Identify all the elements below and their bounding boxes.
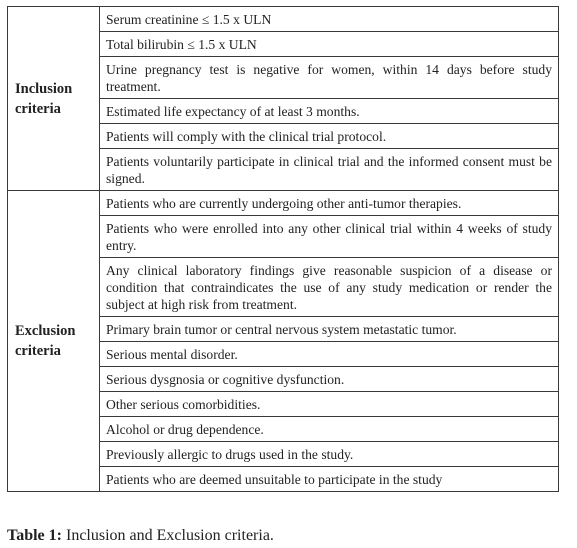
inclusion-item: Estimated life expectancy of at least 3 months. — [100, 99, 559, 124]
table-caption — [7, 527, 274, 545]
exclusion-item: Alcohol or drug dependence. — [100, 417, 559, 442]
inclusion-item: Patients will comply with the clinical trial protocol. — [100, 124, 559, 149]
table-row — [8, 191, 559, 216]
inclusion-item: Total bilirubin ≤ 1.5 x ULN — [100, 32, 559, 57]
exclusion-item: Any clinical laboratory findings give reasonable suspicion of a disease or condition that contraindicates the use of any study medication or render the subject at high risk from treatment. — [100, 258, 559, 317]
inclusion-criteria-label: Inclusion criteria — [8, 7, 100, 191]
criteria-table — [7, 6, 559, 492]
exclusion-item: Primary brain tumor or central nervous system metastatic tumor. — [100, 317, 559, 342]
inclusion-item: Serum creatinine ≤ 1.5 x ULN — [100, 7, 559, 32]
exclusion-criteria-label: Exclusion criteria — [8, 191, 100, 492]
exclusion-item: Previously allergic to drugs used in the study. — [100, 442, 559, 467]
exclusion-item: Other serious comorbidities. — [100, 392, 559, 417]
caption-text: Inclusion and Exclusion criteria. — [61, 527, 274, 544]
inclusion-item: Patients voluntarily participate in clinical trial and the informed consent must be signed. — [100, 149, 559, 191]
exclusion-item: Patients who were enrolled into any other clinical trial within 4 weeks of study entry. — [100, 216, 559, 258]
inclusion-item: Urine pregnancy test is negative for women, within 14 days before study treatment. — [100, 57, 559, 99]
exclusion-item: Serious dysgnosia or cognitive dysfunction. — [100, 367, 559, 392]
caption-label: Table 1: — [7, 527, 62, 544]
exclusion-item: Patients who are currently undergoing other anti-tumor therapies. — [100, 191, 559, 216]
table-row — [8, 7, 559, 32]
exclusion-item: Patients who are deemed unsuitable to participate in the study — [100, 467, 559, 492]
exclusion-item: Serious mental disorder. — [100, 342, 559, 367]
